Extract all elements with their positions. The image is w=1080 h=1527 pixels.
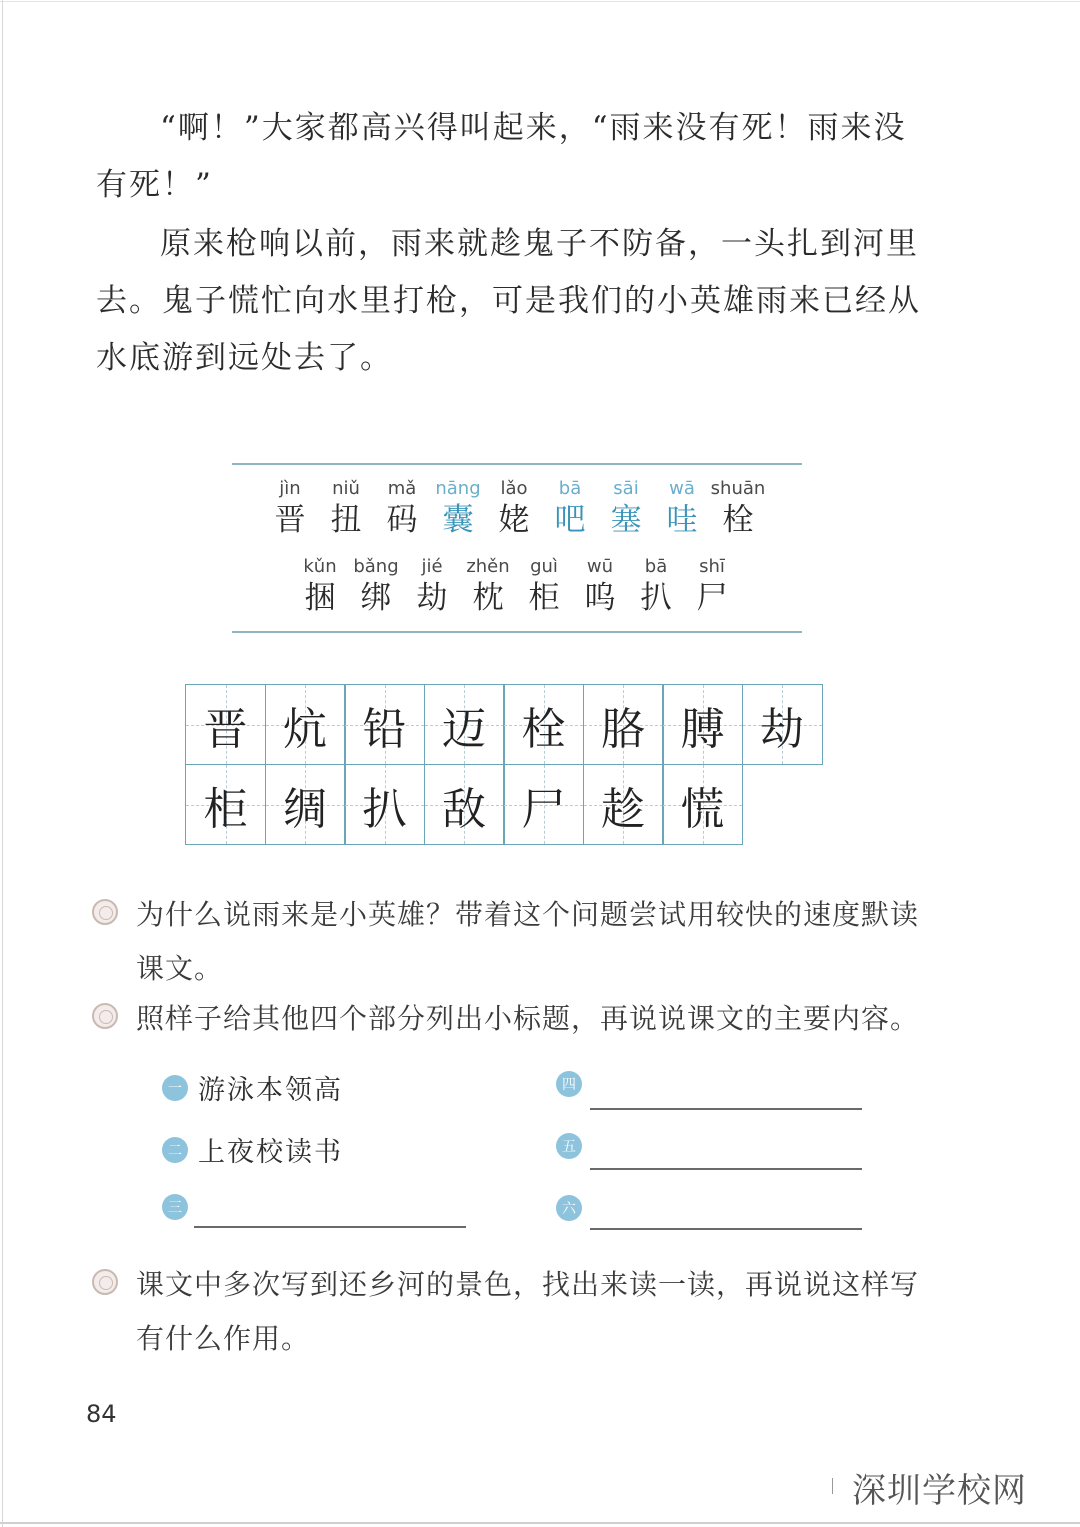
- grid-char: 慌: [680, 783, 725, 835]
- hanzi: 栓: [722, 502, 754, 538]
- number-badge-icon: 二: [162, 1137, 188, 1163]
- pinyin: mǎ: [387, 478, 417, 499]
- vocab-item: [262, 478, 318, 540]
- vocab-row-1: [262, 478, 766, 540]
- writing-grid-row-1: [185, 684, 821, 765]
- subtitle-item-5: [556, 1133, 592, 1159]
- vocab-item: [486, 478, 542, 540]
- vocab-item-highlighted: [430, 478, 486, 540]
- answer-blank-4[interactable]: [590, 1108, 862, 1110]
- grid-char: 趁: [601, 783, 645, 835]
- exercise-text: 课文。: [136, 952, 224, 985]
- vocab-item: [404, 556, 460, 618]
- hanzi: 劫: [416, 580, 448, 616]
- vocab-item: [572, 556, 628, 618]
- vocab-item: [292, 556, 348, 618]
- hanzi: 枕: [472, 580, 504, 616]
- watermark-text: 深圳学校网: [852, 1471, 1027, 1511]
- pinyin: nāng: [435, 478, 481, 499]
- exercise-text: 为什么说雨来是小英雄？带着这个问题尝试用较快的速度默读: [136, 898, 920, 931]
- grid-cell: [344, 764, 425, 845]
- exercise-3: [92, 1258, 952, 1366]
- grid-char: 柜: [203, 783, 248, 835]
- grid-char: 胳: [601, 703, 645, 755]
- hanzi: 吧: [554, 502, 586, 538]
- pinyin: zhěn: [466, 556, 510, 577]
- hanzi: 柜: [528, 580, 560, 616]
- grid-cell: [662, 684, 743, 765]
- grid-char: 炕: [283, 703, 327, 755]
- number-badge-icon: 六: [556, 1195, 582, 1221]
- vocab-item-highlighted: [598, 478, 654, 540]
- grid-char: 绸: [283, 783, 327, 835]
- subtitle-item-2: [162, 1130, 343, 1169]
- pinyin: wā: [669, 478, 695, 499]
- page-number: 84: [86, 1400, 117, 1428]
- hanzi: 哇: [666, 502, 698, 538]
- answer-blank-3[interactable]: [194, 1226, 466, 1228]
- pinyin: bǎng: [353, 556, 399, 577]
- vocab-item-highlighted: [542, 478, 598, 540]
- hanzi: 姥: [498, 502, 530, 538]
- vocab-item: [318, 478, 374, 540]
- paragraph-line: 有死！”: [96, 167, 213, 203]
- page-edge-left: [2, 0, 3, 1527]
- hanzi: 呜: [584, 580, 616, 616]
- vocab-item: [516, 556, 572, 618]
- vocab-item: [628, 556, 684, 618]
- paragraph-line: 去。鬼子慌忙向水里打枪，可是我们的小英雄雨来已经从: [96, 283, 921, 319]
- grid-cell: [185, 684, 266, 765]
- grid-cell: [503, 684, 584, 765]
- vocab-bottom-rule: [232, 631, 802, 633]
- pinyin: guì: [530, 556, 558, 577]
- number-badge-icon: 五: [556, 1133, 582, 1159]
- subtitle-text: 游泳本领高: [198, 1075, 343, 1106]
- grid-cell: [265, 764, 346, 845]
- vocab-item: [710, 478, 766, 540]
- hanzi: 塞: [610, 502, 642, 538]
- pinyin: niǔ: [332, 478, 360, 499]
- passage-paragraph-1: [96, 100, 946, 214]
- pinyin: bā: [558, 478, 582, 499]
- grid-char: 膊: [680, 703, 725, 755]
- grid-char: 栓: [521, 703, 566, 755]
- exercise-badge-icon: [92, 1003, 118, 1029]
- pinyin: shī: [699, 556, 725, 577]
- pinyin: jié: [421, 556, 443, 577]
- grid-char: 敌: [442, 783, 486, 835]
- answer-blank-5[interactable]: [590, 1168, 862, 1170]
- number-badge-icon: 一: [162, 1075, 188, 1101]
- page-edge-bottom: [0, 1522, 1080, 1524]
- writing-grid-row-2: [185, 764, 742, 845]
- exercise-badge-icon: [92, 899, 118, 925]
- grid-char: 劫: [760, 703, 804, 755]
- subtitle-item-4: [556, 1071, 592, 1097]
- grid-cell: [503, 764, 584, 845]
- exercise-badge-icon: [92, 1269, 118, 1295]
- grid-cell: [424, 684, 505, 765]
- grid-cell: [583, 684, 664, 765]
- paragraph-line: “啊！”大家都高兴得叫起来，“雨来没有死！雨来没: [160, 110, 907, 146]
- watermark-divider: [832, 1478, 833, 1494]
- number-badge-icon: 三: [162, 1194, 188, 1220]
- exercise-text: 课文中多次写到还乡河的景色，找出来读一读，再说说这样写: [136, 1268, 920, 1301]
- subtitle-item-3: [162, 1194, 198, 1220]
- grid-char: 迈: [442, 703, 486, 755]
- paragraph-line: 水底游到远处去了。: [96, 340, 393, 376]
- vocab-item: [348, 556, 404, 618]
- grid-char: 尸: [521, 783, 566, 835]
- hanzi: 绑: [360, 580, 392, 616]
- vocab-item-highlighted: [654, 478, 710, 540]
- subtitle-item-6: [556, 1195, 592, 1221]
- vocab-item: [460, 556, 516, 618]
- pinyin: bā: [644, 556, 668, 577]
- pinyin: shuān: [710, 478, 766, 499]
- pinyin: kǔn: [303, 556, 337, 577]
- vocab-item: [374, 478, 430, 540]
- passage-paragraph-2: [96, 216, 946, 387]
- paragraph-line: 原来枪响以前，雨来就趁鬼子不防备，一头扎到河里: [160, 226, 919, 262]
- pinyin: sāi: [613, 478, 639, 499]
- exercise-text: 有什么作用。: [136, 1322, 311, 1355]
- grid-cell: [662, 764, 743, 845]
- hanzi: 晋: [274, 502, 306, 538]
- page-edge-top: [0, 1, 1080, 2]
- grid-cell: [344, 684, 425, 765]
- exercise-1: [92, 888, 952, 996]
- number-badge-icon: 四: [556, 1071, 582, 1097]
- hanzi: 囊: [442, 502, 474, 538]
- hanzi: 扒: [640, 580, 672, 616]
- vocab-item: [684, 556, 740, 618]
- hanzi: 捆: [304, 580, 336, 616]
- subtitle-item-1: [162, 1068, 343, 1107]
- grid-char: 扒: [362, 783, 407, 835]
- grid-cell: [424, 764, 505, 845]
- exercise-2: [92, 992, 952, 1046]
- grid-cell: [185, 764, 266, 845]
- grid-char: 晋: [203, 703, 248, 755]
- exercise-text: 照样子给其他四个部分列出小标题，再说说课文的主要内容。: [136, 1002, 920, 1035]
- grid-cell: [265, 684, 346, 765]
- subtitle-text: 上夜校读书: [198, 1137, 343, 1168]
- grid-cell: [742, 684, 823, 765]
- vocab-row-2: [292, 556, 740, 618]
- pinyin: jìn: [279, 478, 301, 499]
- pinyin: wū: [586, 556, 614, 577]
- hanzi: 码: [386, 502, 418, 538]
- grid-cell: [583, 764, 664, 845]
- vocab-top-rule: [232, 463, 802, 465]
- pinyin: lǎo: [500, 478, 528, 499]
- hanzi: 扭: [330, 502, 362, 538]
- hanzi: 尸: [696, 580, 728, 616]
- grid-char: 铅: [362, 703, 407, 755]
- answer-blank-6[interactable]: [590, 1228, 862, 1230]
